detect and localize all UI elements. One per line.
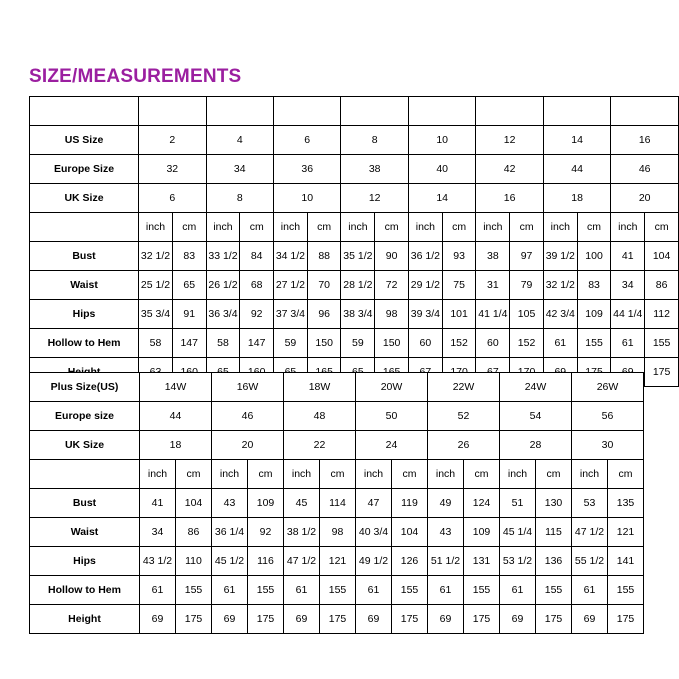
- cell-uk-size: 16: [476, 184, 543, 213]
- cell-uk-size: 18: [140, 431, 212, 460]
- cell-waist: 25 1/2: [139, 271, 173, 300]
- cell-waist: 32 1/2: [543, 271, 577, 300]
- cell-bust: 130: [536, 489, 572, 518]
- cell-waist: 29 1/2: [408, 271, 442, 300]
- cell-unit: inch: [428, 460, 464, 489]
- cell-europe-size: 48: [284, 402, 356, 431]
- table-row-bust: [30, 489, 644, 518]
- cell-unit: inch: [408, 213, 442, 242]
- cell-bust: 135: [608, 489, 644, 518]
- table-row-plus-size: [30, 373, 644, 402]
- row-label-uk-size: UK Size: [30, 431, 140, 460]
- blank-cell: [341, 97, 408, 126]
- cell-hips: 105: [510, 300, 544, 329]
- cell-bust: 53: [572, 489, 608, 518]
- page-title: SIZE/MEASUREMENTS: [29, 66, 242, 87]
- cell-bust: 83: [172, 242, 206, 271]
- cell-europe-size: 50: [356, 402, 428, 431]
- blank-cell: [543, 97, 610, 126]
- cell-unit: cm: [536, 460, 572, 489]
- cell-unit: inch: [140, 460, 176, 489]
- cell-waist: 38 1/2: [284, 518, 320, 547]
- cell-europe-size: 56: [572, 402, 644, 431]
- row-label-hips: Hips: [30, 300, 139, 329]
- row-label-hollow-to-hem: Hollow to Hem: [30, 329, 139, 358]
- cell-unit: inch: [500, 460, 536, 489]
- table-row-hollow-to-hem: [30, 576, 644, 605]
- blank-cell: [206, 97, 273, 126]
- cell-height: 69: [428, 605, 464, 634]
- cell-waist: 47 1/2: [572, 518, 608, 547]
- cell-waist: 36 1/4: [212, 518, 248, 547]
- cell-height: 69: [284, 605, 320, 634]
- cell-bust: 35 1/2: [341, 242, 375, 271]
- cell-unit: cm: [608, 460, 644, 489]
- cell-uk-size: 14: [408, 184, 475, 213]
- cell-unit: inch: [356, 460, 392, 489]
- cell-unit: cm: [464, 460, 500, 489]
- cell-unit: cm: [577, 213, 611, 242]
- cell-bust: 41: [140, 489, 176, 518]
- cell-bust: 84: [240, 242, 274, 271]
- standard-size-table: [29, 96, 679, 387]
- table-row-hollow-to-hem: [30, 329, 679, 358]
- blank-cell: [273, 97, 340, 126]
- cell-height: 69: [212, 605, 248, 634]
- cell-uk-size: 10: [273, 184, 340, 213]
- blank-cell: [30, 213, 139, 242]
- table-row-units: [30, 460, 644, 489]
- cell-unit: cm: [645, 213, 679, 242]
- cell-hips: 47 1/2: [284, 547, 320, 576]
- cell-waist: 83: [577, 271, 611, 300]
- cell-bust: 109: [248, 489, 284, 518]
- cell-waist: 104: [392, 518, 428, 547]
- cell-bust: 114: [320, 489, 356, 518]
- table-row-europe-size: [30, 155, 679, 184]
- cell-hollow-to-hem: 155: [536, 576, 572, 605]
- cell-unit: inch: [611, 213, 645, 242]
- cell-uk-size: 12: [341, 184, 408, 213]
- cell-unit: cm: [307, 213, 341, 242]
- cell-uk-size: 8: [206, 184, 273, 213]
- cell-hips: 36 3/4: [206, 300, 240, 329]
- table-row-height: [30, 605, 644, 634]
- row-label-waist: Waist: [30, 271, 139, 300]
- cell-waist: 115: [536, 518, 572, 547]
- cell-unit: cm: [442, 213, 476, 242]
- cell-hips: 42 3/4: [543, 300, 577, 329]
- cell-bust: 88: [307, 242, 341, 271]
- cell-waist: 70: [307, 271, 341, 300]
- cell-hips: 110: [176, 547, 212, 576]
- cell-unit: inch: [273, 213, 307, 242]
- cell-us-size: 14: [543, 126, 610, 155]
- cell-unit: inch: [476, 213, 510, 242]
- cell-unit: cm: [240, 213, 274, 242]
- cell-bust: 104: [645, 242, 679, 271]
- row-label-bust: Bust: [30, 489, 140, 518]
- table-row-europe-size: [30, 402, 644, 431]
- cell-height: 69: [356, 605, 392, 634]
- cell-height: 175: [608, 605, 644, 634]
- row-label-plus-size: Plus Size(US): [30, 373, 140, 402]
- row-label-height: Height: [30, 605, 140, 634]
- cell-waist: 45 1/4: [500, 518, 536, 547]
- cell-bust: 97: [510, 242, 544, 271]
- cell-bust: 41: [611, 242, 645, 271]
- cell-bust: 47: [356, 489, 392, 518]
- cell-height: 175: [392, 605, 428, 634]
- cell-hollow-to-hem: 155: [320, 576, 356, 605]
- cell-hips: 37 3/4: [273, 300, 307, 329]
- table-row-uk-size: [30, 431, 644, 460]
- cell-uk-size: 28: [500, 431, 572, 460]
- cell-unit: cm: [248, 460, 284, 489]
- cell-height: 175: [248, 605, 284, 634]
- cell-europe-size: 46: [611, 155, 679, 184]
- cell-hips: 38 3/4: [341, 300, 375, 329]
- row-label-europe-size: Europe size: [30, 402, 140, 431]
- cell-us-size: 12: [476, 126, 543, 155]
- cell-bust: 43: [212, 489, 248, 518]
- cell-unit: inch: [341, 213, 375, 242]
- cell-hollow-to-hem: 155: [176, 576, 212, 605]
- cell-bust: 32 1/2: [139, 242, 173, 271]
- cell-height: 175: [464, 605, 500, 634]
- cell-waist: 65: [172, 271, 206, 300]
- cell-hips: 45 1/2: [212, 547, 248, 576]
- cell-bust: 100: [577, 242, 611, 271]
- cell-hips: 101: [442, 300, 476, 329]
- cell-hips: 53 1/2: [500, 547, 536, 576]
- cell-hips: 35 3/4: [139, 300, 173, 329]
- cell-waist: 26 1/2: [206, 271, 240, 300]
- cell-height: 175: [320, 605, 356, 634]
- blank-cell: [476, 97, 543, 126]
- cell-hollow-to-hem: 155: [577, 329, 611, 358]
- cell-unit: inch: [543, 213, 577, 242]
- cell-bust: 33 1/2: [206, 242, 240, 271]
- cell-plus-size: 18W: [284, 373, 356, 402]
- cell-hips: 98: [375, 300, 409, 329]
- cell-hollow-to-hem: 61: [428, 576, 464, 605]
- row-label-hips: Hips: [30, 547, 140, 576]
- cell-europe-size: 54: [500, 402, 572, 431]
- cell-hollow-to-hem: 60: [476, 329, 510, 358]
- cell-bust: 119: [392, 489, 428, 518]
- cell-us-size: 8: [341, 126, 408, 155]
- cell-hollow-to-hem: 150: [375, 329, 409, 358]
- cell-hollow-to-hem: 61: [611, 329, 645, 358]
- cell-bust: 51: [500, 489, 536, 518]
- table-row-units: [30, 213, 679, 242]
- cell-height: 69: [140, 605, 176, 634]
- cell-uk-size: 30: [572, 431, 644, 460]
- cell-hips: 112: [645, 300, 679, 329]
- cell-unit: cm: [172, 213, 206, 242]
- row-label-hollow-to-hem: Hollow to Hem: [30, 576, 140, 605]
- cell-us-size: 10: [408, 126, 475, 155]
- cell-hips: 92: [240, 300, 274, 329]
- cell-hollow-to-hem: 61: [500, 576, 536, 605]
- cell-hollow-to-hem: 60: [408, 329, 442, 358]
- cell-uk-size: 20: [611, 184, 679, 213]
- cell-plus-size: 14W: [140, 373, 212, 402]
- row-label-uk-size: UK Size: [30, 184, 139, 213]
- cell-uk-size: 6: [139, 184, 206, 213]
- cell-hollow-to-hem: 155: [608, 576, 644, 605]
- table-row-blank: [30, 97, 679, 126]
- cell-bust: 34 1/2: [273, 242, 307, 271]
- cell-hollow-to-hem: 147: [172, 329, 206, 358]
- table-row-uk-size: [30, 184, 679, 213]
- table-row-waist: [30, 271, 679, 300]
- row-label-waist: Waist: [30, 518, 140, 547]
- cell-waist: 79: [510, 271, 544, 300]
- cell-bust: 104: [176, 489, 212, 518]
- cell-us-size: 2: [139, 126, 206, 155]
- cell-height: 69: [572, 605, 608, 634]
- cell-europe-size: 34: [206, 155, 273, 184]
- blank-cell: [611, 97, 679, 126]
- cell-height: 175: [536, 605, 572, 634]
- cell-bust: 38: [476, 242, 510, 271]
- cell-unit: cm: [392, 460, 428, 489]
- cell-unit: inch: [284, 460, 320, 489]
- cell-waist: 31: [476, 271, 510, 300]
- cell-hips: 141: [608, 547, 644, 576]
- cell-waist: 40 3/4: [356, 518, 392, 547]
- cell-plus-size: 16W: [212, 373, 284, 402]
- cell-hips: 41 1/4: [476, 300, 510, 329]
- cell-uk-size: 24: [356, 431, 428, 460]
- cell-hips: 91: [172, 300, 206, 329]
- cell-hollow-to-hem: 61: [356, 576, 392, 605]
- cell-hips: 121: [320, 547, 356, 576]
- cell-hips: 136: [536, 547, 572, 576]
- cell-hollow-to-hem: 59: [273, 329, 307, 358]
- cell-waist: 92: [248, 518, 284, 547]
- table-row-bust: [30, 242, 679, 271]
- blank-cell: [139, 97, 206, 126]
- cell-europe-size: 44: [140, 402, 212, 431]
- cell-unit: inch: [572, 460, 608, 489]
- cell-waist: 109: [464, 518, 500, 547]
- cell-us-size: 4: [206, 126, 273, 155]
- plus-size-table: [29, 372, 644, 634]
- cell-height: 175: [645, 358, 679, 387]
- cell-unit: cm: [320, 460, 356, 489]
- cell-hollow-to-hem: 61: [572, 576, 608, 605]
- cell-waist: 86: [645, 271, 679, 300]
- table-row-hips: [30, 300, 679, 329]
- cell-hips: 39 3/4: [408, 300, 442, 329]
- cell-hollow-to-hem: 147: [240, 329, 274, 358]
- cell-bust: 49: [428, 489, 464, 518]
- cell-hollow-to-hem: 155: [464, 576, 500, 605]
- cell-bust: 36 1/2: [408, 242, 442, 271]
- cell-plus-size: 20W: [356, 373, 428, 402]
- blank-cell: [30, 460, 140, 489]
- cell-uk-size: 26: [428, 431, 500, 460]
- cell-us-size: 16: [611, 126, 679, 155]
- table-row-hips: [30, 547, 644, 576]
- cell-europe-size: 32: [139, 155, 206, 184]
- cell-hollow-to-hem: 152: [442, 329, 476, 358]
- cell-hollow-to-hem: 155: [392, 576, 428, 605]
- cell-uk-size: 22: [284, 431, 356, 460]
- cell-height: 69: [500, 605, 536, 634]
- table-row-us-size: [30, 126, 679, 155]
- cell-waist: 68: [240, 271, 274, 300]
- blank-cell: [408, 97, 475, 126]
- cell-europe-size: 46: [212, 402, 284, 431]
- cell-waist: 121: [608, 518, 644, 547]
- cell-europe-size: 38: [341, 155, 408, 184]
- cell-hips: 96: [307, 300, 341, 329]
- cell-hips: 109: [577, 300, 611, 329]
- cell-waist: 27 1/2: [273, 271, 307, 300]
- cell-hips: 116: [248, 547, 284, 576]
- cell-hips: 44 1/4: [611, 300, 645, 329]
- cell-uk-size: 20: [212, 431, 284, 460]
- cell-bust: 45: [284, 489, 320, 518]
- cell-waist: 43: [428, 518, 464, 547]
- cell-bust: 124: [464, 489, 500, 518]
- row-label-us-size: US Size: [30, 126, 139, 155]
- cell-hollow-to-hem: 61: [543, 329, 577, 358]
- cell-height: 175: [176, 605, 212, 634]
- cell-europe-size: 44: [543, 155, 610, 184]
- cell-waist: 86: [176, 518, 212, 547]
- cell-hollow-to-hem: 150: [307, 329, 341, 358]
- cell-unit: inch: [206, 213, 240, 242]
- cell-unit: inch: [139, 213, 173, 242]
- cell-europe-size: 36: [273, 155, 340, 184]
- cell-hollow-to-hem: 152: [510, 329, 544, 358]
- cell-unit: cm: [510, 213, 544, 242]
- cell-waist: 72: [375, 271, 409, 300]
- cell-hollow-to-hem: 61: [212, 576, 248, 605]
- cell-bust: 93: [442, 242, 476, 271]
- cell-hollow-to-hem: 58: [139, 329, 173, 358]
- cell-hollow-to-hem: 61: [140, 576, 176, 605]
- cell-europe-size: 42: [476, 155, 543, 184]
- cell-europe-size: 52: [428, 402, 500, 431]
- cell-hollow-to-hem: 155: [248, 576, 284, 605]
- cell-unit: inch: [212, 460, 248, 489]
- cell-hips: 49 1/2: [356, 547, 392, 576]
- cell-plus-size: 24W: [500, 373, 572, 402]
- cell-plus-size: 26W: [572, 373, 644, 402]
- cell-hollow-to-hem: 61: [284, 576, 320, 605]
- cell-waist: 34: [140, 518, 176, 547]
- cell-hips: 55 1/2: [572, 547, 608, 576]
- cell-europe-size: 40: [408, 155, 475, 184]
- cell-hips: 51 1/2: [428, 547, 464, 576]
- cell-bust: 90: [375, 242, 409, 271]
- cell-plus-size: 22W: [428, 373, 500, 402]
- row-label-europe-size: Europe Size: [30, 155, 139, 184]
- cell-waist: 34: [611, 271, 645, 300]
- cell-us-size: 6: [273, 126, 340, 155]
- cell-hips: 126: [392, 547, 428, 576]
- blank-cell: [30, 97, 139, 126]
- cell-unit: cm: [375, 213, 409, 242]
- cell-uk-size: 18: [543, 184, 610, 213]
- cell-hollow-to-hem: 58: [206, 329, 240, 358]
- cell-hollow-to-hem: 155: [645, 329, 679, 358]
- cell-bust: 39 1/2: [543, 242, 577, 271]
- row-label-bust: Bust: [30, 242, 139, 271]
- table-row-waist: [30, 518, 644, 547]
- cell-hollow-to-hem: 59: [341, 329, 375, 358]
- cell-hips: 43 1/2: [140, 547, 176, 576]
- cell-waist: 28 1/2: [341, 271, 375, 300]
- cell-hips: 131: [464, 547, 500, 576]
- cell-waist: 75: [442, 271, 476, 300]
- cell-waist: 98: [320, 518, 356, 547]
- cell-unit: cm: [176, 460, 212, 489]
